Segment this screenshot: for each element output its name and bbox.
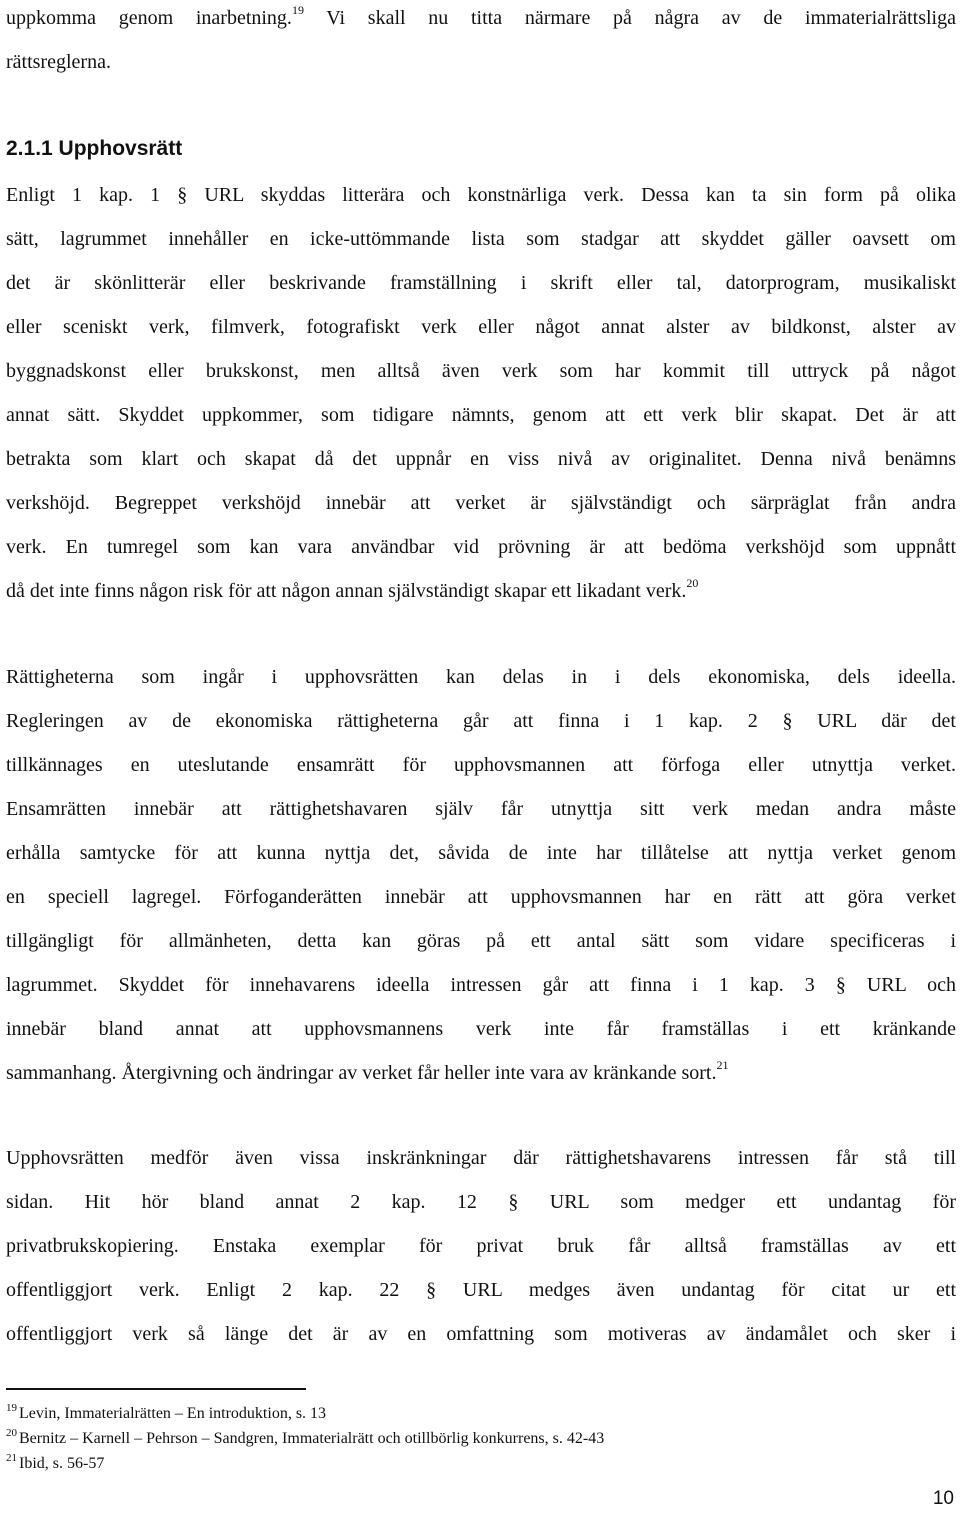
body-line: verkshöjd. Begreppet verkshöjd innebär att verket är självständigt och särpräglat från andra [6,492,956,514]
body-line: offentliggjort verk så länge det är av en omfattning som motiveras av ändamålet och sker i [6,1323,956,1345]
section-heading: 2.1.1 Upphovsrätt [6,137,183,160]
body-line: Enligt 1 kap. 1 § URL skyddas litterära och konstnärliga verk. Dessa kan ta sin form på olika [6,184,956,206]
footnote-19: $^{19}$ Levin, Immaterialrätten – En introduktion, s. 13 [6,1402,327,1422]
body-line: innebär bland annat att upphovsmannens verk inte får framställas i ett kränkande [6,1018,956,1040]
footnote-ref-21[interactable]: 21 [716,1058,729,1072]
body-line: offentliggjort verk. Enligt 2 kap. 22 § URL medges även undantag för citat ur ett [6,1279,956,1301]
body-line: en speciell lagregel. Förfoganderätten innebär att upphovsmannen har en rätt att göra verket [6,886,956,908]
footnote-21: $^{21}$ Ibid, s. 56-57 [6,1452,105,1472]
intro-line: rättsreglerna. [6,51,111,73]
body-line: Upphovsrätten medför även vissa inskränkningar där rättighetshavarens intressen får stå till [6,1147,956,1169]
body-line: byggnadskonst eller brukskonst, men alltså även verk som har kommit till uttryck på något [6,360,956,382]
body-line: sätt, lagrummet innehåller en icke-uttömmande lista som stadgar att skyddet gäller oavsett om [6,228,956,250]
body-line: erhålla samtycke för att kunna nyttja det, såvida de inte har tillåtelse att nyttja verket genom [6,842,956,864]
body-line: lagrummet. Skyddet för innehavarens ideella intressen går att finna i 1 kap. 3 § URL och [6,974,956,996]
footnote-20: $^{20}$ Bernitz – Karnell – Pehrson – Sandgren, Immaterialrätt och otillbörlig konkurrens, s. 42-43 [6,1427,605,1447]
body-line: det är skönlitterär eller beskrivande framställning i skrift eller tal, datorprogram, musikaliskt [6,272,956,294]
body-line: tillgängligt för allmänheten, detta kan göras på ett antal sätt som vidare specificeras i [6,930,956,952]
page-number: 10 [932,1488,954,1509]
body-line: sidan. Hit hör bland annat 2 kap. 12 § URL som medger ett undantag för [6,1191,956,1213]
body-line-last: då det inte finns någon risk för att någon annan självständigt skapar ett likadant verk.$^{20}$ [6,576,699,602]
body-line: annat sätt. Skyddet uppkommer, som tidigare nämnts, genom att ett verk blir skapat. Det är att [6,404,956,426]
body-line: tillkännages en uteslutande ensamrätt för upphovsmannen att förfoga eller utnyttja verket. [6,754,956,776]
body-line: verk. En tumregel som kan vara användbar vid prövning är att bedöma verkshöjd som uppnått [6,536,956,558]
body-line: Ensamrätten innebär att rättighetshavaren själv får utnyttja sitt verk medan andra måste [6,798,956,820]
body-line: Regleringen av de ekonomiska rättigheterna går att finna i 1 kap. 2 § URL där det [6,710,956,732]
footnote-ref-19[interactable]: 19 [291,3,304,17]
footnote-ref-20[interactable]: 20 [686,576,699,590]
body-line: Rättigheterna som ingår i upphovsrätten kan delas in i dels ekonomiska, dels ideella. [6,666,956,688]
body-line: privatbrukskopiering. Enstaka exemplar för privat bruk får alltså framställas av ett [6,1235,956,1257]
intro-line: uppkomma genom inarbetning.$^{19}$ Vi skall nu titta närmare på några av de immaterialrättsliga [6,3,956,29]
body-line-last: sammanhang. Återgivning och ändringar av verket får heller inte vara av kränkande sort.$^{21}$ [6,1058,729,1084]
footnote-divider [6,1388,306,1390]
body-line: eller sceniskt verk, filmverk, fotografiskt verk eller något annat alster av bildkonst, alster av [6,316,956,338]
body-line: betrakta som klart och skapat då det uppnår en viss nivå av originalitet. Denna nivå benämns [6,448,956,470]
